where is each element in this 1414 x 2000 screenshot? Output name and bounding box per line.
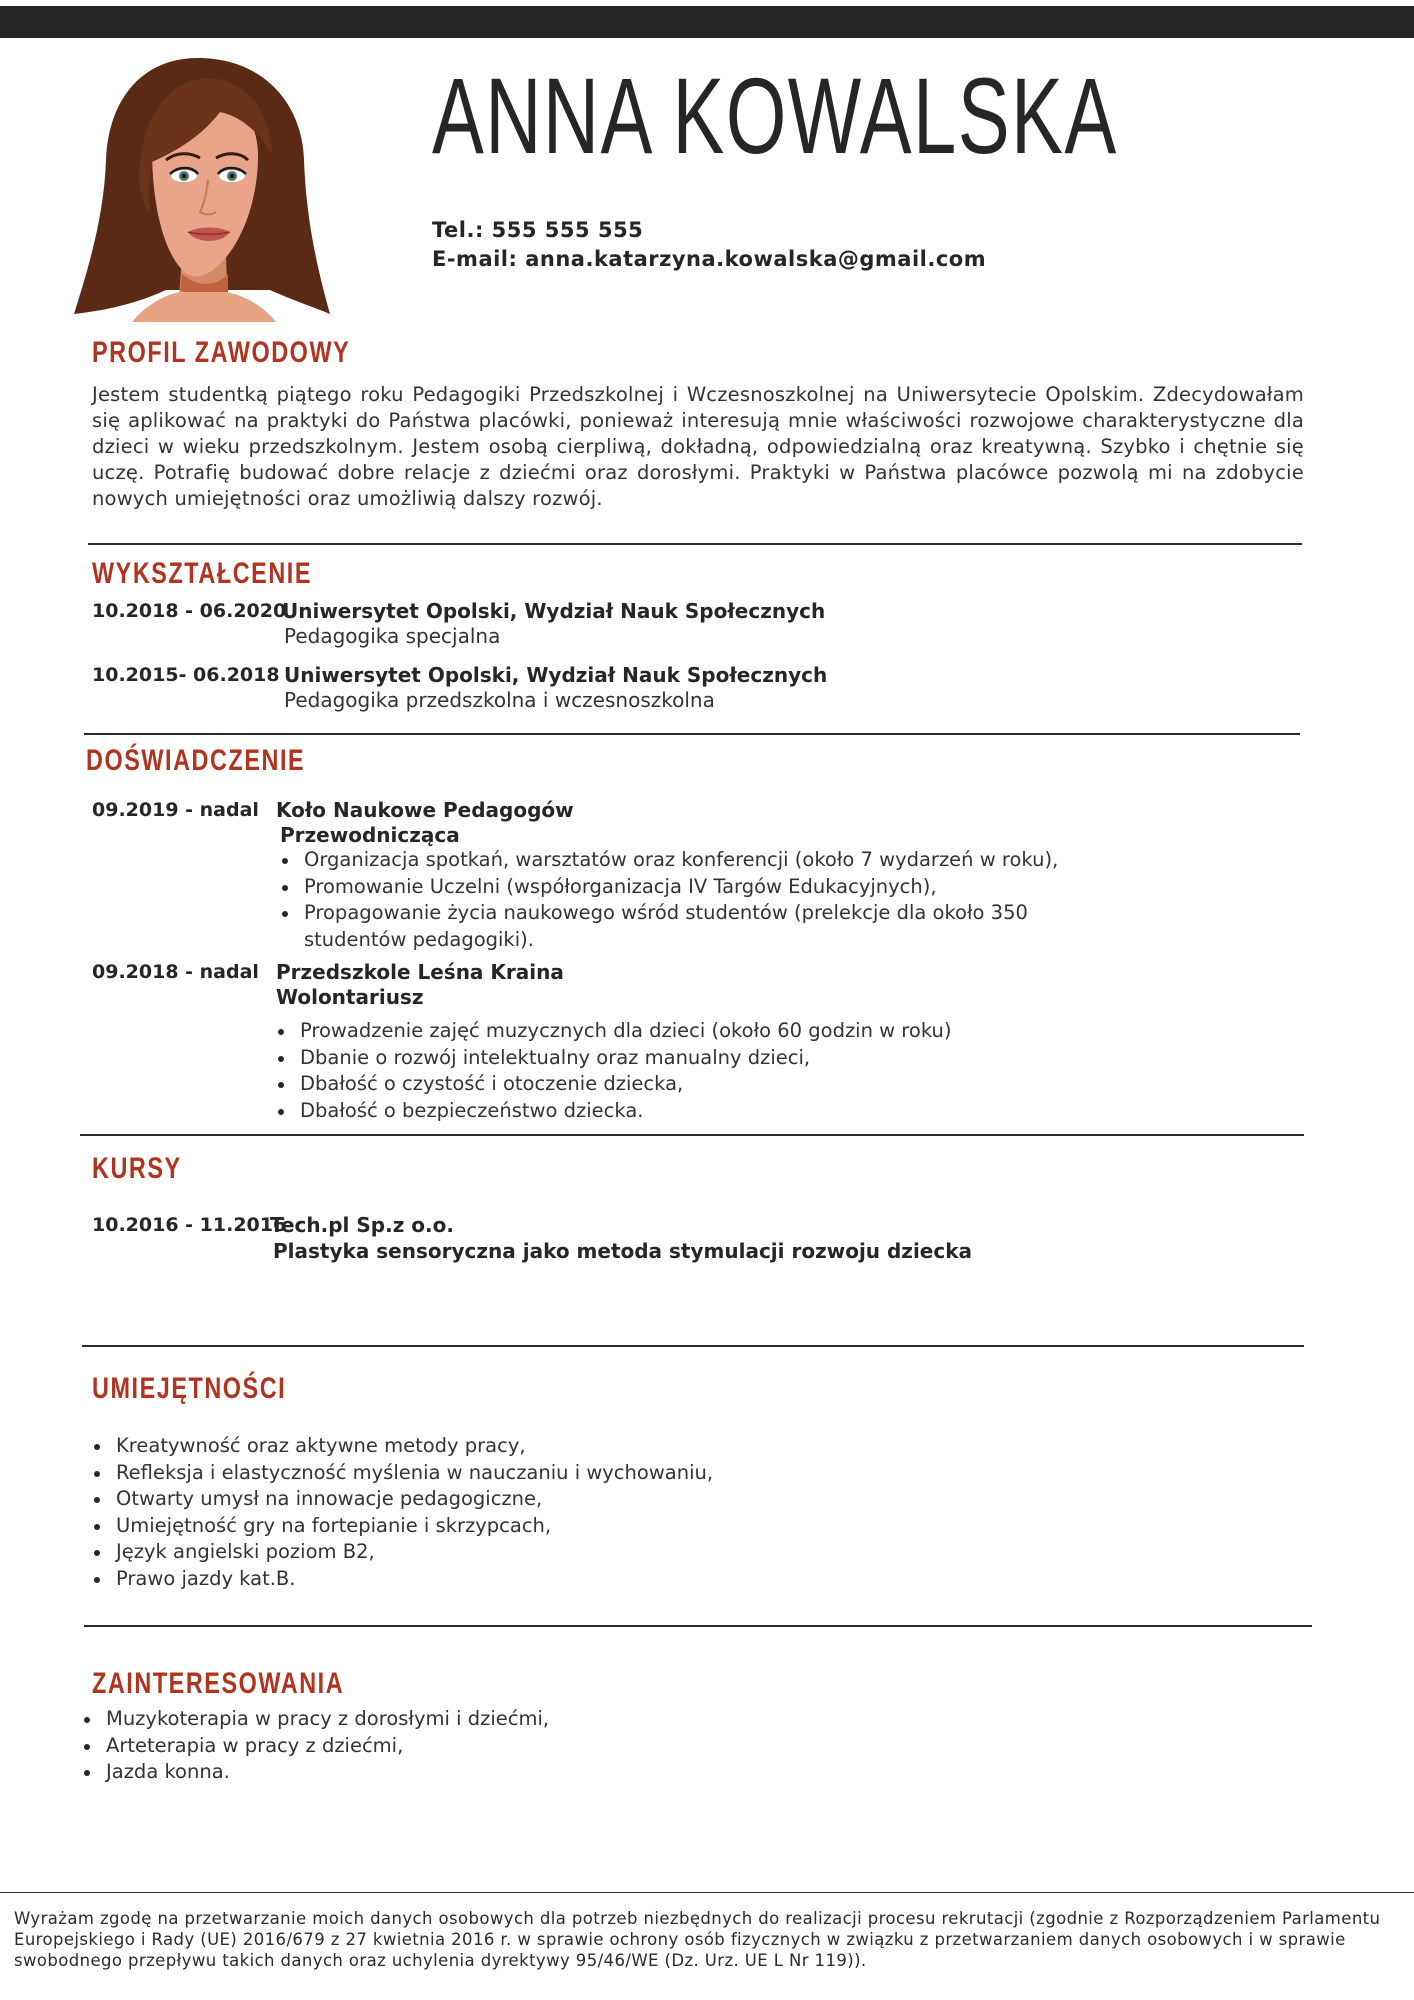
list-item: Kreatywność oraz aktywne metody pracy, [90,1433,990,1460]
list-item: Prawo jazdy kat.B. [90,1566,990,1593]
section-divider [82,1345,1304,1347]
experience-organization: Przedszkole Leśna Kraina [276,960,564,984]
gdpr-consent-clause: Wyrażam zgodę na przetwarzanie moich danych osobowych dla potrzeb niezbędnych do realizacji procesu rekrutacji (zgodnie z Rozporządzeniem Parlamentu Europejskiego i Rady (UE) 2016/679 z 27 kwietnia 2016 r. w sprawie ochrony osób fizycznych w związku z przetwarzaniem danych osobowych i w sprawie swobodnego przepływu takich danych oraz uchylenia dyrektywy 95/46/WE (Dz. Urz. UE L Nr 119)). [14,1909,1381,1970]
list-item: Muzykoterapia w pracy z dorosłymi i dziećmi, [80,1706,980,1733]
experience-duties [278,847,1098,953]
education-heading: WYKSZTAŁCENIE [92,557,313,590]
education-field: Pedagogika specjalna [284,624,501,648]
interests-heading: ZAINTERESOWANIA [92,1667,345,1700]
list-item: Umiejętność gry na fortepianie i skrzypcach, [90,1513,990,1540]
phone-number: Tel.: 555 555 555 [432,218,644,242]
course-provider: Tech.pl Sp.z o.o. [270,1213,454,1237]
list-item: Otwarty umysł na innowacje pedagogiczne, [90,1486,990,1513]
list-item: Jazda konna. [80,1759,980,1786]
course-title: Plastyka sensoryczna jako metoda stymulacji rozwoju dziecka [273,1239,973,1263]
section-divider [84,733,1300,735]
footer-divider [0,1892,1414,1893]
experience-organization: Koło Naukowe Pedagogów [276,798,574,822]
profile-text: Jestem studentką piątego roku Pedagogiki Przedszkolnej i Wczesnoszkolnej na Uniwersytecie Opolskim. Zdecydowałam się aplikować na praktyki do Państwa placówki, ponieważ interesują mnie właściwości rozwojowe charakterystyczne dla dzieci w wieku przedszkolnym. Jestem osobą cierpliwą, dokładną, odpowiedzialną oraz kreatywną. Szybko i chętnie się uczę. Potrafię budować dobre relacje z dziećmi oraz dorosłymi. Praktyki w Państwa placówce pozwolą mi na zdobycie nowych umiejętności oraz umożliwią dalszy rozwój. [92,383,1304,510]
skills-list [90,1433,990,1592]
experience-duties [274,1018,1094,1124]
experience-heading: DOŚWIADCZENIE [86,744,306,777]
list-item: Prowadzenie zajęć muzycznych dla dzieci (około 60 godzin w roku) [274,1018,1094,1045]
experience-date: 09.2019 - nadal [92,799,259,821]
list-item: Dbanie o rozwój intelektualny oraz manualny dzieci, [274,1045,1094,1072]
list-item: Organizacja spotkań, warsztatów oraz konferencji (około 7 wydarzeń w roku), [278,847,1098,874]
list-item: Dbałość o czystość i otoczenie dziecka, [274,1071,1094,1098]
experience-role: Wolontariusz [276,985,424,1009]
section-divider [84,1625,1312,1627]
education-institution: Uniwersytet Opolski, Wydział Nauk Społecznych [282,599,826,623]
list-item: Język angielski poziom B2, [90,1539,990,1566]
courses-heading: KURSY [92,1152,182,1185]
email-address: E-mail: anna.katarzyna.kowalska@gmail.com [432,247,987,271]
course-date: 10.2016 - 11.2016 [92,1214,287,1236]
list-item: Propagowanie życia naukowego wśród studentów (prelekcje dla około 350 studentów pedagogiki). [278,900,1078,953]
list-item: Dbałość o bezpieczeństwo dziecka. [274,1098,1094,1125]
education-date: 10.2018 - 06.2020 [92,600,287,622]
contact-info [432,216,986,274]
education-date: 10.2015- 06.2018 [92,664,280,686]
candidate-name: ANNA KOWALSKA [432,55,1118,176]
experience-date: 09.2018 - nadal [92,961,259,983]
list-item: Arteterapia w pracy z dziećmi, [80,1733,980,1760]
profile-heading: PROFIL ZAWODOWY [92,336,351,369]
experience-role: Przewodnicząca [280,823,460,847]
skills-heading: UMIEJĘTNOŚCI [92,1372,287,1405]
interests-list [80,1706,980,1786]
list-item: Refleksja i elastyczność myślenia w nauczaniu i wychowaniu, [90,1460,990,1487]
education-institution: Uniwersytet Opolski, Wydział Nauk Społecznych [284,663,828,687]
list-item: Promowanie Uczelni (współorganizacja IV Targów Edukacyjnych), [278,874,1098,901]
education-field: Pedagogika przedszkolna i wczesnoszkolna [284,688,715,712]
section-divider [80,1134,1304,1136]
top-bar [0,6,1414,38]
section-divider [88,543,1302,545]
avatar [70,52,330,322]
